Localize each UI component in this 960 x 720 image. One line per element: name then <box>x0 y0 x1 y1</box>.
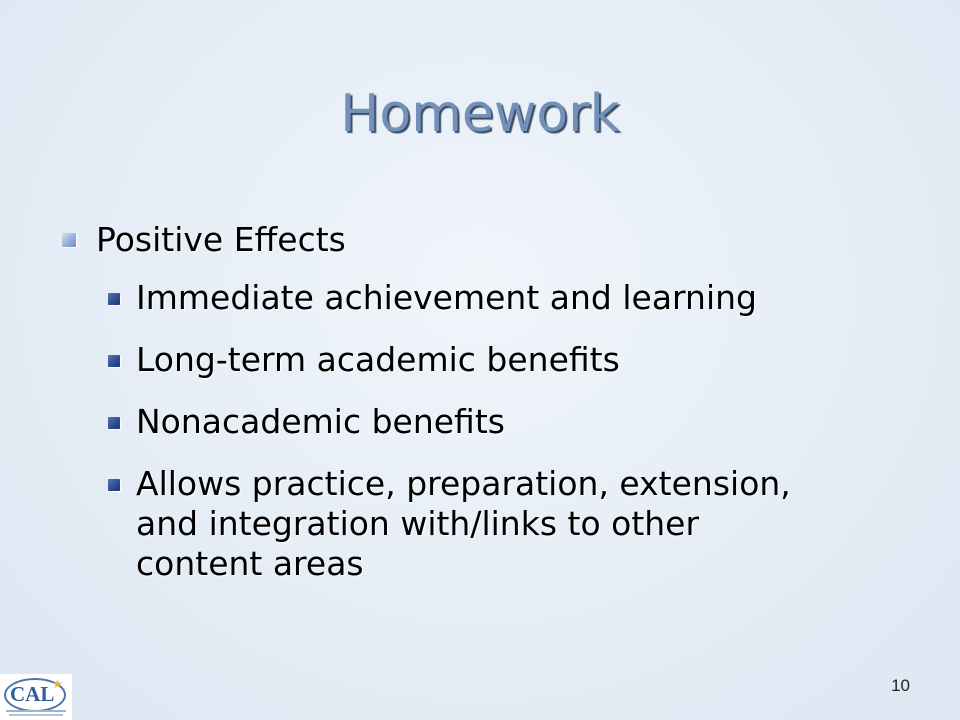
square-bullet-icon <box>108 417 120 429</box>
bullet-item-positive-effects <box>60 214 920 266</box>
logo-divider <box>6 710 66 712</box>
square-bullet-icon <box>108 479 120 491</box>
logo-text: CAL <box>10 682 55 706</box>
square-bullet-icon <box>62 233 76 247</box>
bullet-text: Immediate achievement and learning <box>136 278 757 317</box>
bullet-item-nonacademic-benefits <box>60 402 920 442</box>
bullet-text: Positive Effects <box>96 220 346 259</box>
bullet-item-allows-practice <box>60 464 920 584</box>
bullet-text: Nonacademic benefits <box>136 402 505 441</box>
cal-logo <box>0 674 72 720</box>
star-icon: ★ <box>52 677 63 691</box>
bullet-text-line: and integration with/links to other <box>136 504 700 543</box>
bullet-text-line: content areas <box>136 544 364 583</box>
bullet-text: Long-term academic benefits <box>136 340 620 379</box>
square-bullet-icon <box>108 355 120 367</box>
bullet-item-long-term-benefits <box>60 340 920 380</box>
bullet-item-immediate-achievement <box>60 278 920 318</box>
square-bullet-icon <box>108 293 120 305</box>
slide-title: Homework <box>340 84 620 144</box>
bullet-text-line: Allows practice, preparation, extension, <box>136 464 791 503</box>
bullet-list <box>60 214 920 584</box>
page-number: 10 <box>891 676 910 695</box>
logo-divider <box>9 714 63 716</box>
